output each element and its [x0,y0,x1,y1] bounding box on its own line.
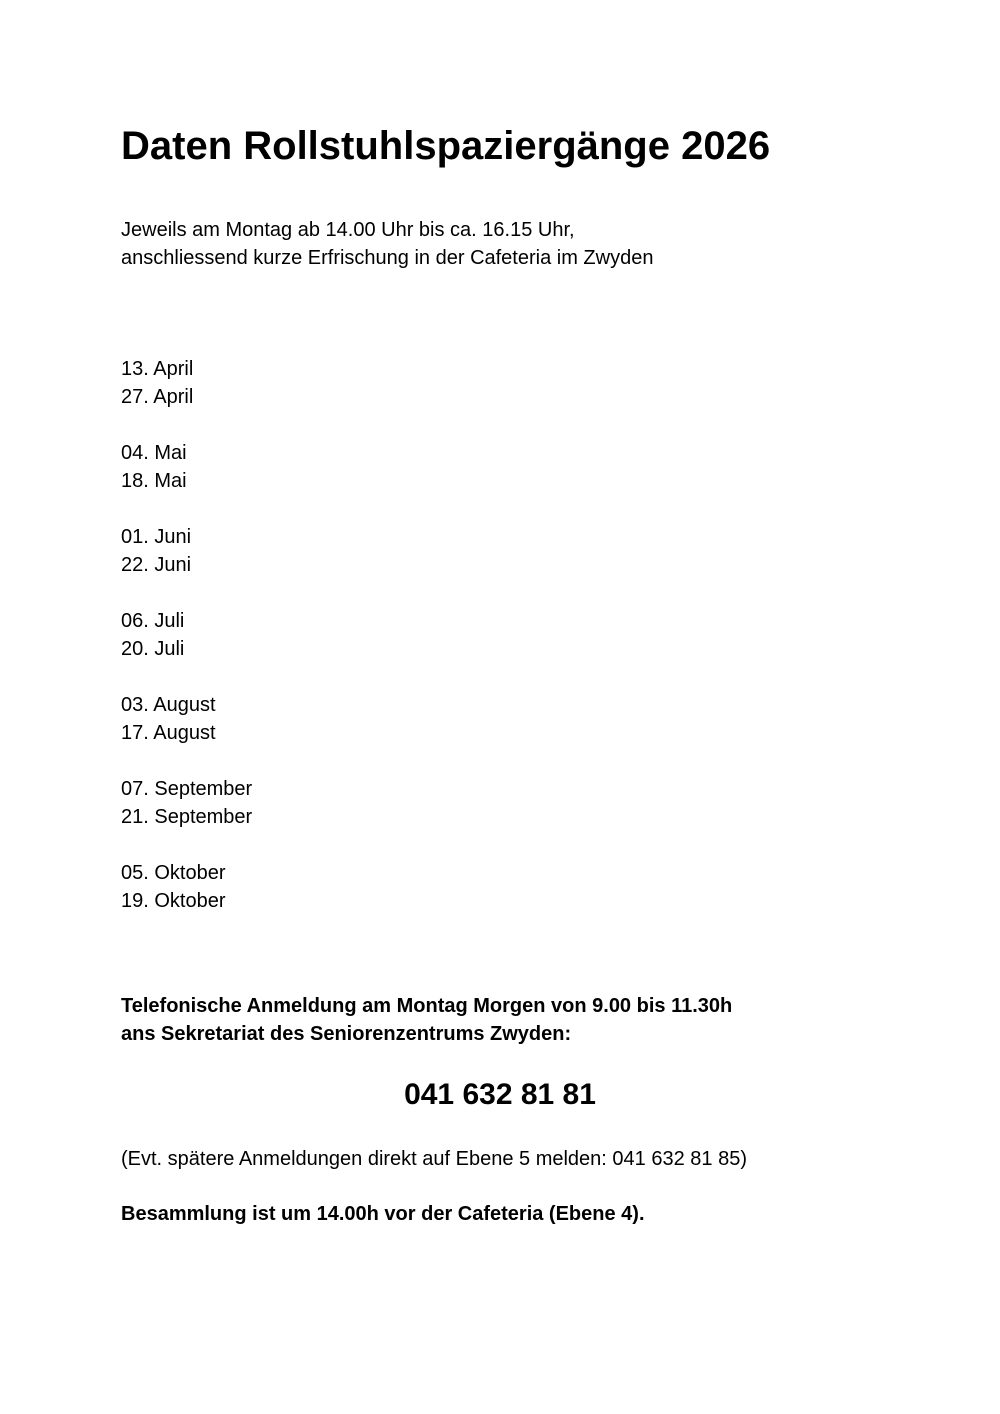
signup-instructions [121,992,732,1048]
date-item: 18. Mai [121,470,187,492]
date-item: 21. September [121,806,253,828]
date-item: 27. April [121,386,194,408]
page-title: Daten Rollstuhlspaziergänge 2026 [121,124,771,168]
date-item: 22. Juni [121,554,192,576]
date-item: 05. Oktober [121,862,226,884]
date-item: 06. Juli [121,610,185,632]
month-group-april [121,355,252,411]
date-item: 03. August [121,694,216,716]
assembly-note: Besammlung ist um 14.00h vor der Cafeteria (Ebene 4). [121,1203,645,1225]
date-item: 01. Juni [121,526,192,548]
month-group-juni [121,523,252,579]
month-group-september [121,775,252,831]
intro-line-2: anschliessend kurze Erfrischung in der Cafeteria im Zwyden [121,247,654,269]
signup-line-1: Telefonische Anmeldung am Montag Morgen von 9.00 bis 11.30h [121,995,733,1017]
month-group-juli [121,607,252,663]
month-group-oktober [121,859,252,915]
signup-line-2: ans Sekretariat des Seniorenzentrums Zwyden: [121,1023,572,1045]
month-group-august [121,691,252,747]
phone-number: 041 632 81 81 [404,1078,596,1111]
intro-text [121,216,653,272]
intro-line-1: Jeweils am Montag ab 14.00 Uhr bis ca. 16.15 Uhr, [121,219,575,241]
date-item: 17. August [121,722,216,744]
month-group-mai [121,439,252,495]
date-list [121,355,252,915]
date-item: 07. September [121,778,253,800]
date-item: 04. Mai [121,442,187,464]
date-item: 20. Juli [121,638,185,660]
later-signup-note: (Evt. spätere Anmeldungen direkt auf Ebene 5 melden: 041 632 81 85) [121,1148,747,1170]
date-item: 13. April [121,358,194,380]
date-item: 19. Oktober [121,890,226,912]
